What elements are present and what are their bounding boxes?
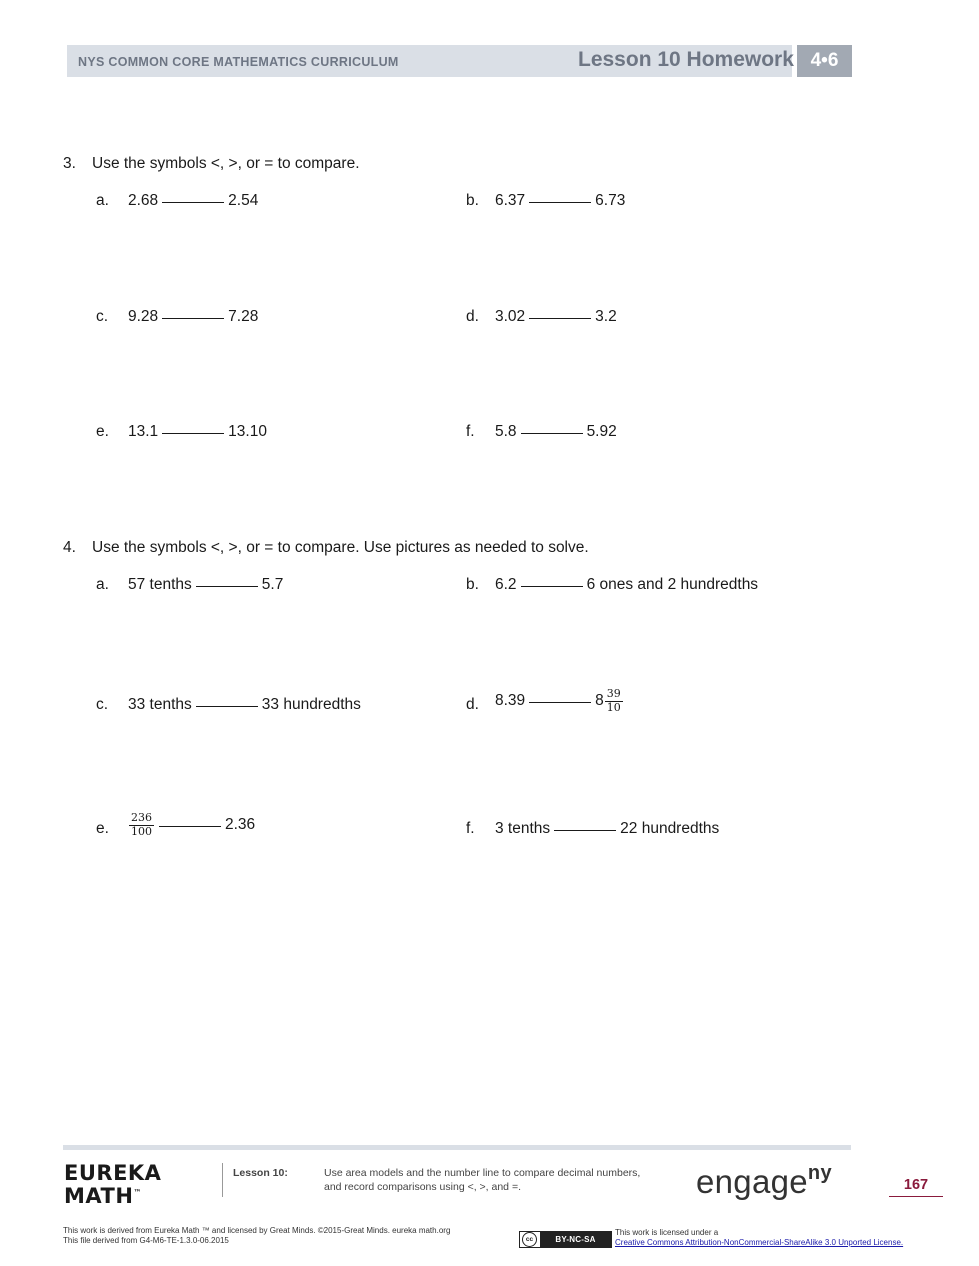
answer-blank[interactable] xyxy=(521,585,583,587)
license-link[interactable]: Creative Commons Attribution-NonCommercial-ShareAlike 3.0 Unported License. xyxy=(615,1238,904,1247)
p3e-expression: 13.1 13.10 xyxy=(128,423,267,440)
answer-blank[interactable] xyxy=(162,201,224,203)
p3c-label: c. xyxy=(96,308,109,325)
answer-blank[interactable] xyxy=(196,705,258,707)
p4f-label: f. xyxy=(466,820,475,837)
answer-blank[interactable] xyxy=(521,432,583,434)
mixed-number-fraction: $\frac{39}{10}$ xyxy=(606,687,621,714)
footer-rule xyxy=(63,1145,851,1150)
p3d-expression: 3.02 3.2 xyxy=(495,308,617,325)
problem-3-number: 3. xyxy=(63,155,76,172)
p3f-expression: 5.8 5.92 xyxy=(495,423,617,440)
p4b-label: b. xyxy=(466,576,479,593)
problem-3-instruction: Use the symbols <, >, or = to compare. xyxy=(92,155,360,172)
license-text: This work is licensed under a Creative Commons Attribution-NonCommercial-ShareAlike 3.0 Unported License. xyxy=(615,1228,904,1247)
p4f-expression: 3 tenths 22 hundredths xyxy=(495,820,720,837)
page-number: 167 xyxy=(889,1177,943,1197)
engageny-logo: engage$^{ny}$ xyxy=(696,1162,832,1200)
p4e-label: e. xyxy=(96,820,109,837)
p4e-expression: $\frac{236}{100}$ 2.36 xyxy=(131,811,256,838)
p4c-expression: 33 tenths 33 hundredths xyxy=(128,696,361,713)
p3f-label: f. xyxy=(466,423,475,440)
cc-icon: cc xyxy=(522,1232,537,1247)
p4b-expression: 6.2 6 ones and 2 hundredths xyxy=(495,576,759,593)
p3a-label: a. xyxy=(96,192,109,209)
p4d-expression: 8.39 8 $\frac{39}{10}$ xyxy=(495,687,621,714)
eureka-math-logo: EUREKA MATH™ xyxy=(64,1161,162,1208)
answer-blank[interactable] xyxy=(529,201,591,203)
problem-4-number: 4. xyxy=(63,539,76,556)
p4a-label: a. xyxy=(96,576,109,593)
p3c-expression: 9.28 7.28 xyxy=(128,308,259,325)
answer-blank[interactable] xyxy=(196,585,258,587)
cc-badge-text: BY-NC-SA xyxy=(540,1232,611,1247)
p4a-expression: 57 tenths 5.7 xyxy=(128,576,284,593)
answer-blank[interactable] xyxy=(554,829,616,831)
cc-license-badge[interactable] xyxy=(519,1231,612,1248)
answer-blank[interactable] xyxy=(162,317,224,319)
answer-blank[interactable] xyxy=(529,317,591,319)
problem-4-instruction: Use the symbols <, >, or = to compare. Use pictures as needed to solve. xyxy=(92,539,589,556)
grade-module-badge: 4•6 xyxy=(797,45,852,77)
curriculum-title: NYS COMMON CORE MATHEMATICS CURRICULUM xyxy=(78,55,399,69)
p3d-label: d. xyxy=(466,308,479,325)
p3a-expression: 2.68 2.54 xyxy=(128,192,259,209)
p3b-label: b. xyxy=(466,192,479,209)
answer-blank[interactable] xyxy=(529,701,591,703)
p3e-label: e. xyxy=(96,423,109,440)
footer-lesson-description: Use area models and the number line to compare decimal numbers, and record comparisons using <, >, and =. xyxy=(324,1167,641,1193)
footer-divider xyxy=(222,1163,223,1197)
p4c-label: c. xyxy=(96,696,109,713)
lesson-title: Lesson 10 Homework xyxy=(578,48,794,71)
footer-credits: This work is derived from Eureka Math ™ and licensed by Great Minds. ©2015-Great Minds. eureka math.org This file derived from G4-M6-TE-1.3.0-06.2015 xyxy=(63,1226,451,1245)
p4d-label: d. xyxy=(466,696,479,713)
answer-blank[interactable] xyxy=(159,825,221,827)
footer-lesson-label: Lesson 10: xyxy=(233,1167,288,1179)
answer-blank[interactable] xyxy=(162,432,224,434)
p3b-expression: 6.37 6.73 xyxy=(495,192,626,209)
fraction: $\frac{236}{100}$ xyxy=(131,811,152,838)
